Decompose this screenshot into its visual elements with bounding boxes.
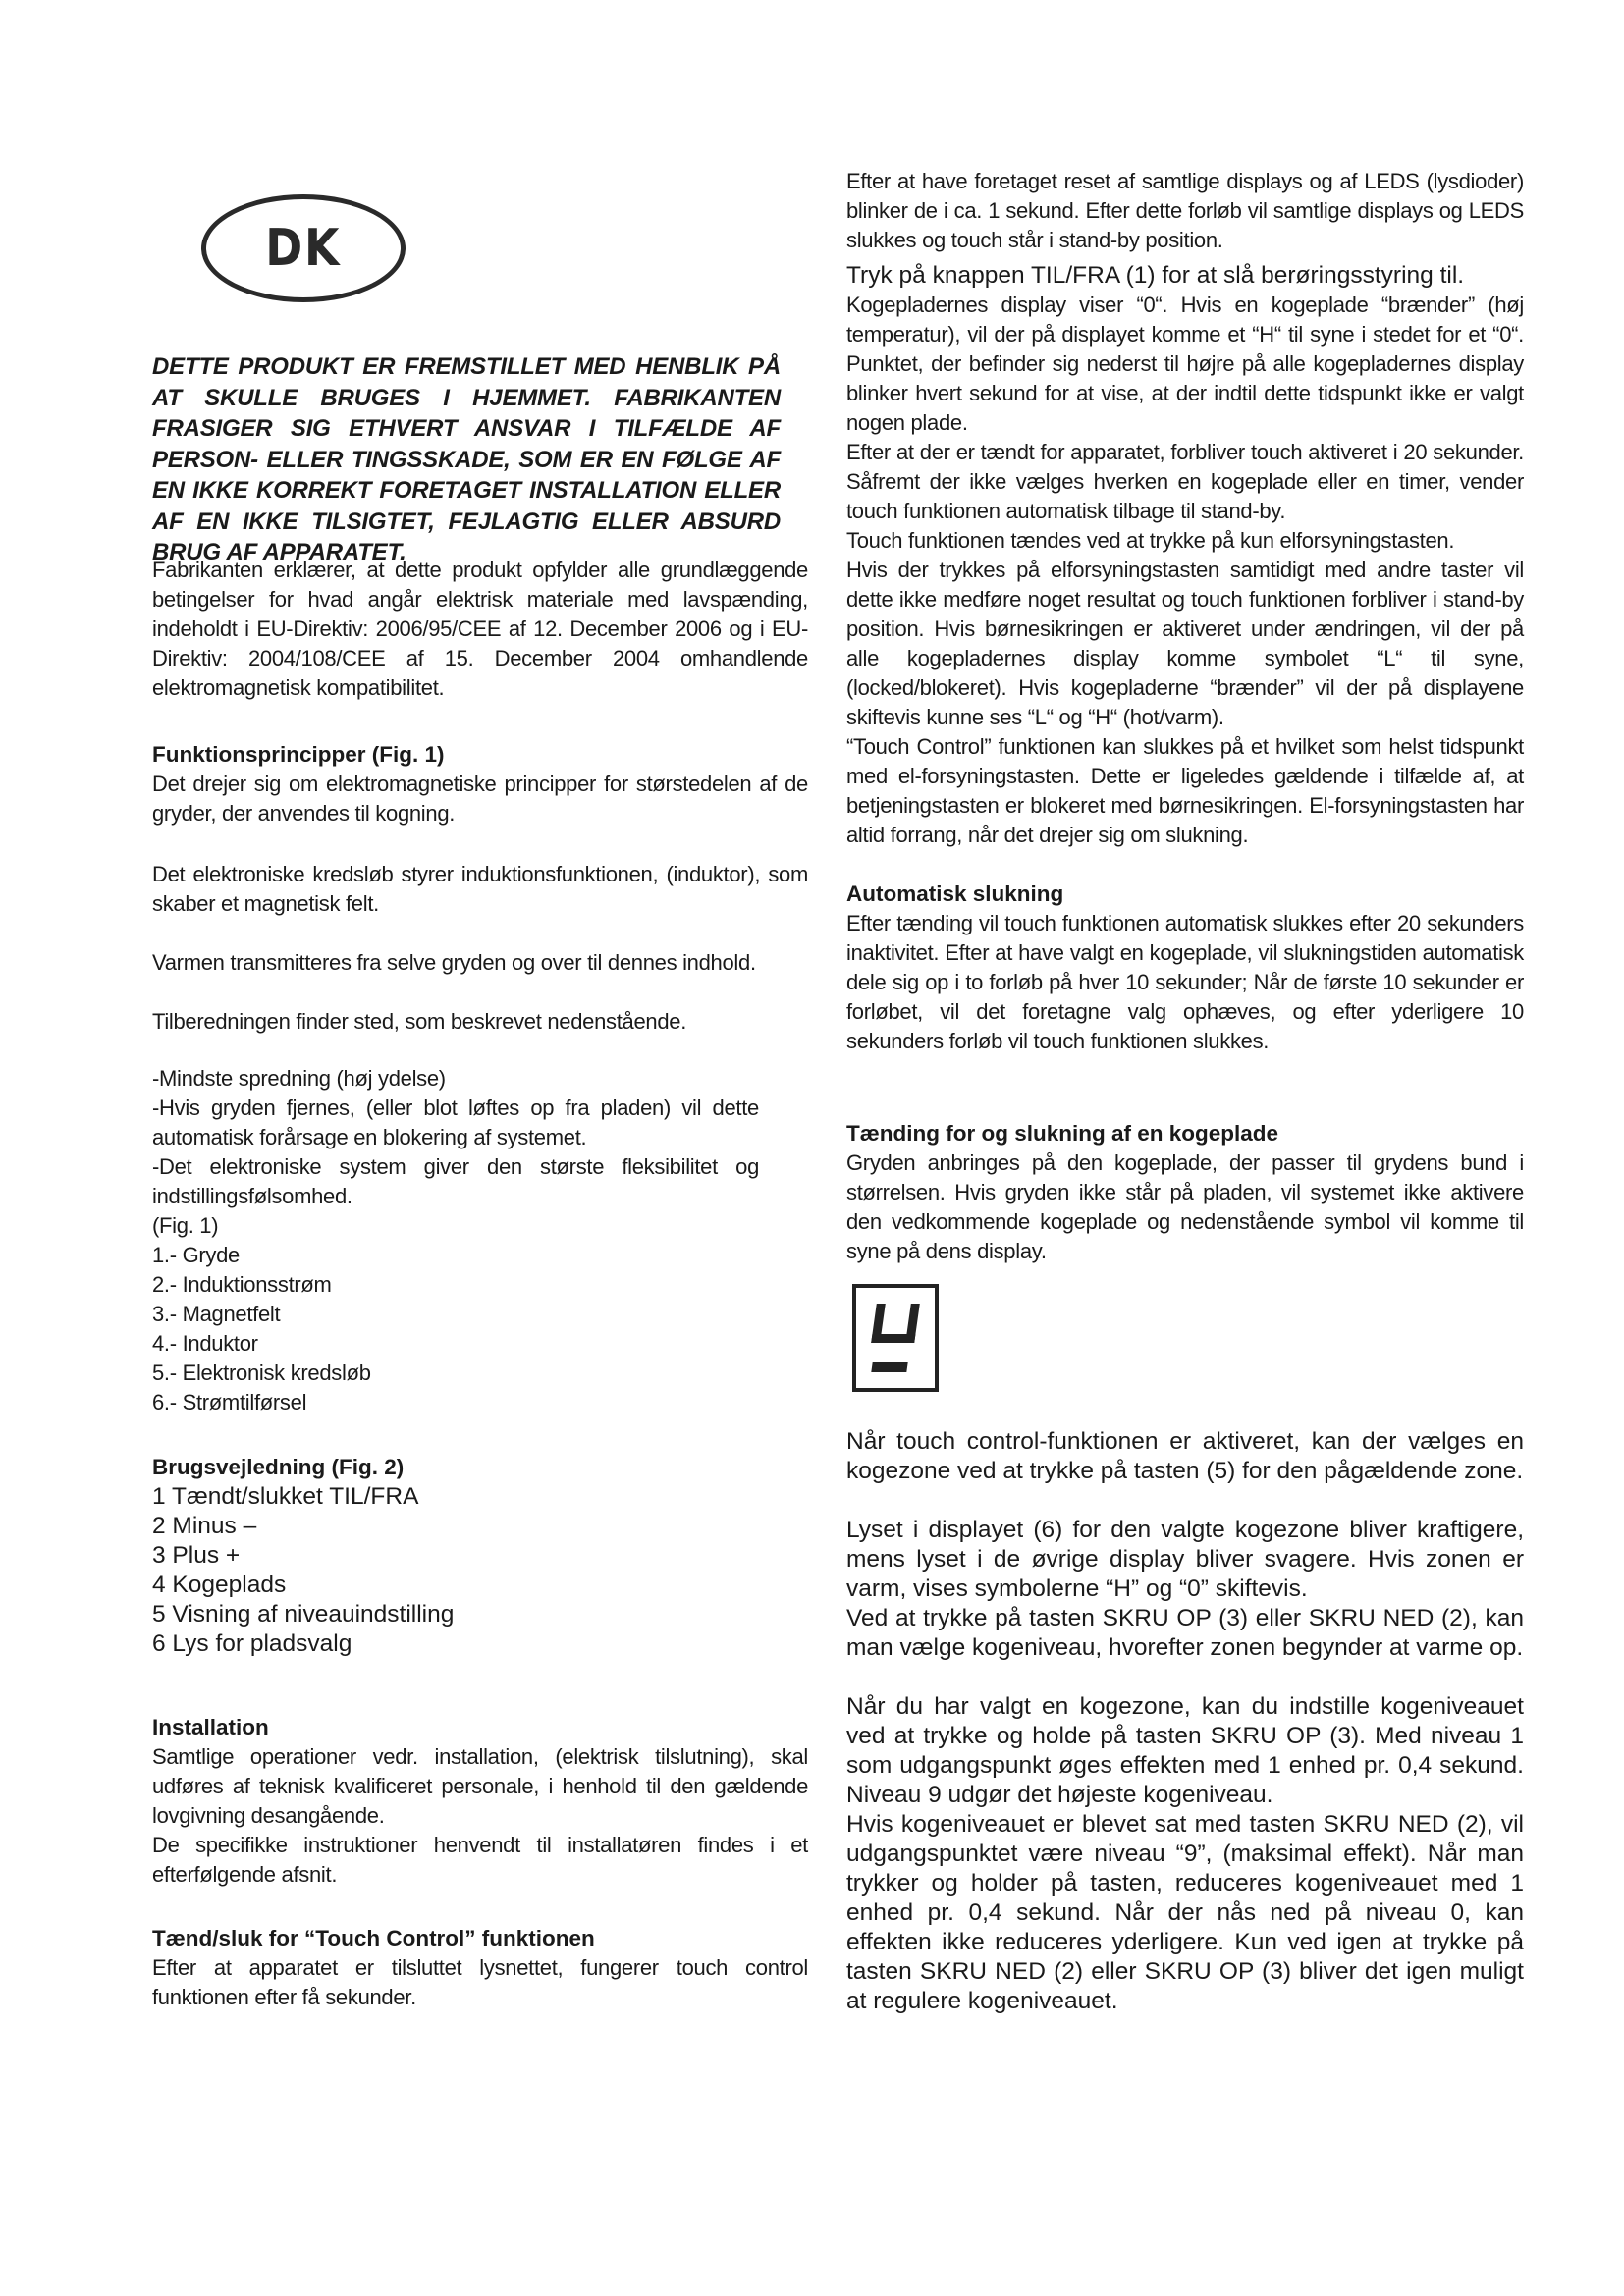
auto-off-section [846,880,1524,1056]
declaration-paragraph: Fabrikanten erklærer, at dette produkt opfylder alle grundlæggende betingelser for hvad angår elektrisk materiale med lavspænding, indeholdt i EU-Direktiv: 2006/95/CEE af 12. December 2006 og i EU-Direktiv: 2004/108/CEE af 15. December 2004 omhandlende elektromagnetisk kompatibilitet. [152,558,808,700]
auto-off-p1: Efter tænding vil touch funktionen automatisk slukkes efter 20 sekunders inaktivitet. Efter at have valgt en kogeplade, vil slukningstiden automatisk dele sig op i to forløb på hver 10 sekunder; Når de første 10 sekunder er forløbet, vil det foretagne valg ophæves, og efter yderligere 10 sekunders forløb vil touch funktionen slukkes. [846,911,1524,1053]
installation-section [152,1713,808,1890]
principles-p1: Det drejer sig om elektromagnetiske principper for størstedelen af de gryder, der anvendes til kogning. [152,772,808,826]
usage-section [152,1453,808,1659]
usage-item: 6 Lys for pladsvalg [152,1630,352,1657]
auto-off-heading: Automatisk slukning [846,881,1064,906]
touch-section [152,1924,808,2012]
level-paragraph: Ved at trykke på tasten SKRU OP (3) eller SKRU NED (2), kan man vælge kogeniveau, hvorefter zonen begynder at varme op. [846,1605,1524,1661]
fig-item: 4.- Induktor [152,1331,258,1356]
reset-paragraph: Efter at have foretaget reset af samtlige displays og af LEDS (lysdioder) blinker de i ca. 1 sekund. Efter dette forløb vil samtlige displays og LEDS slukkes og touch står i stand-by position. [846,169,1524,252]
u-glyph-icon [871,1304,920,1343]
light-paragraph: Lyset i displayet (6) for den valgte kogezone bliver kraftigere, mens lyset i de øvrige display bliver svagere. Hvis zonen er varm, vises symbolerne “H” og “0” skiftevis. [846,1517,1524,1602]
bullet-item: -Hvis gryden fjernes, (eller blot løftes op fra pladen) vil dette automatisk forårsage en blokering af systemet. [152,1095,759,1149]
fig-item: 2.- Induktionsstrøm [152,1272,332,1297]
fig-ref: (Fig. 1) [152,1213,219,1238]
zone-heading: Tænding for og slukning af en kogeplade [846,1121,1279,1146]
language-badge-label: DK [265,219,342,278]
usage-item: 5 Visning af niveauindstilling [152,1601,455,1628]
principles-p2: Det elektroniske kredsløb styrer induktionsfunktionen, (induktor), som skaber et magnetisk felt. [152,862,808,916]
lock-paragraph: Hvis der trykkes på elforsyningstasten samtidigt med andre taster vil dette ikke medføre noget resultat og touch funktionen forbliver i stand-by position. Hvis børnesikringen er aktiveret under ændringen, vil der på alle kogepladernes display komme symbolet “L“ til syne, (locked/blokeret). Hvis kogepladerne “brænder” vil der på displayene skiftevis kunne ses “L“ og “H“ (hot/varm). [846,558,1524,729]
select-zone-paragraph: Når touch control-funktionen er aktiveret, kan der vælges en kogezone ved at trykke på tasten (5) for den pågældende zone. [846,1428,1524,1484]
installation-heading: Installation [152,1715,269,1739]
fig-item: 3.- Magnetfelt [152,1302,281,1326]
principles-p4: Tilberedningen finder sted, som beskrevet nedenstående. [152,1009,687,1034]
principles-section [152,740,808,828]
usage-item: 3 Plus + [152,1542,241,1569]
dash-glyph-icon [871,1362,907,1372]
bullet-item: -Mindste spredning (høj ydelse) [152,1066,446,1091]
zone-section [846,1119,1524,1266]
fig-item: 1.- Gryde [152,1243,240,1267]
pan-missing-symbol-icon [852,1284,939,1392]
fig-item: 6.- Strømtilførsel [152,1390,307,1415]
usage-heading: Brugsvejledning (Fig. 2) [152,1455,405,1479]
principles-p3: Varmen transmitteres fra selve gryden og over til dennes indhold. [152,950,756,975]
principles-heading: Funktionsprincipper (Fig. 1) [152,742,445,767]
display-zero-paragraph: Kogepladernes display viser “0“. Hvis en kogeplade “brænder” (høj temperatur), vil der på displayet komme et “H“ til syne i stedet for et “0“. Punktet, der befinder sig nederst til højre på alle kogepladernes display blinker hvert sekund for at vise, at der indtil dette tidspunkt ikke er valgt nogen plade. [846,293,1524,435]
installation-p1: Samtlige operationer vedr. installation, (elektrisk tilslutning), skal udføres af teknisk kvalificeret personale, i henhold til den gældende lovgivning desangående. [152,1744,808,1828]
after-on-paragraph: Efter at der er tændt for apparatet, forbliver touch aktiveret i 20 sekunder. Såfremt der ikke vælges hverken en kogeplade eller en timer, vender touch funktionen automatisk tilbage til stand-by. [846,440,1524,523]
language-badge [201,194,406,302]
touch-heading: Tænd/sluk for “Touch Control” funktionen [152,1926,595,1950]
off-paragraph: “Touch Control” funktionen kan slukkes på et hvilket som helst tidspunkt med el-forsyningstasten. Dette er ligeledes gældende i tilfælde af, at betjeningstasten er blokeret med børnesikringen. El-forsyningstasten har altid forrang, når det drejer sig om slukning. [846,734,1524,847]
fig-item: 5.- Elektronisk kredsløb [152,1361,371,1385]
touch-on-paragraph: Touch funktionen tændes ved at trykke på kun elforsyningstasten. [846,528,1455,553]
hold-down-paragraph: Hvis kogeniveauet er blevet sat med tasten SKRU NED (2), vil udgangspunktet være niveau “9”, (maksimal effekt). Når man trykker og holder på tasten, reduceres kogeniveauet med 1 enhed pr. 0,4 sekund. Når der nås ned på niveau 0, kan effekten ikke reduceres yderligere. Kun ved igen at trykke på tasten SKRU NED (2) eller SKRU OP (3) bliver det igen muligt at regulere kogeniveauet. [846,1811,1524,2014]
touch-p1: Efter at apparatet er tilsluttet lysnettet, fungerer touch control funktionen efter få sekunder. [152,1955,808,2009]
usage-item: 4 Kogeplads [152,1572,287,1598]
principles-bullets [152,1064,759,1417]
bullet-item: -Det elektroniske system giver den største fleksibilitet og indstillingsfølsomhed. [152,1154,759,1208]
safety-warning: DETTE PRODUKT ER FREMSTILLET MED HENBLIK PÅ AT SKULLE BRUGES I HJEMMET. FABRIKANTEN FRASIGER SIG ETHVERT ANSVAR I TILFÆLDE AF PERSON- ELLER TINGSSKADE, SOM ER EN FØLGE AF EN IKKE KORREKT FORETAGET INSTALLATION ELLER AF EN IKKE TILSIGTET, FEJLAGTIG ELLER ABSURD BRUG AF APPARATET. [152,353,781,565]
press-on-paragraph: Tryk på knappen TIL/FRA (1) for at slå berøringsstyring til. [846,262,1465,289]
installation-p2: De specifikke instruktioner henvendt til installatøren findes i et efterfølgende afsnit. [152,1833,808,1887]
zone-p1: Gryden anbringes på den kogeplade, der passer til grydens bund i størrelsen. Hvis gryden ikke står på pladen, vil systemet ikke aktivere den vedkommende kogeplade og nedenstående symbol vil komme til syne på dens display. [846,1150,1524,1263]
usage-item: 1 Tændt/slukket TIL/FRA [152,1483,419,1510]
hold-up-paragraph: Når du har valgt en kogezone, kan du indstille kogeniveauet ved at trykke og holde på tasten SKRU OP (3). Med niveau 1 som udgangspunkt øges effekten med 1 enhed pr. 0,4 sekund. Niveau 9 udgør det højeste kogeniveau. [846,1693,1524,1808]
usage-item: 2 Minus – [152,1513,257,1539]
